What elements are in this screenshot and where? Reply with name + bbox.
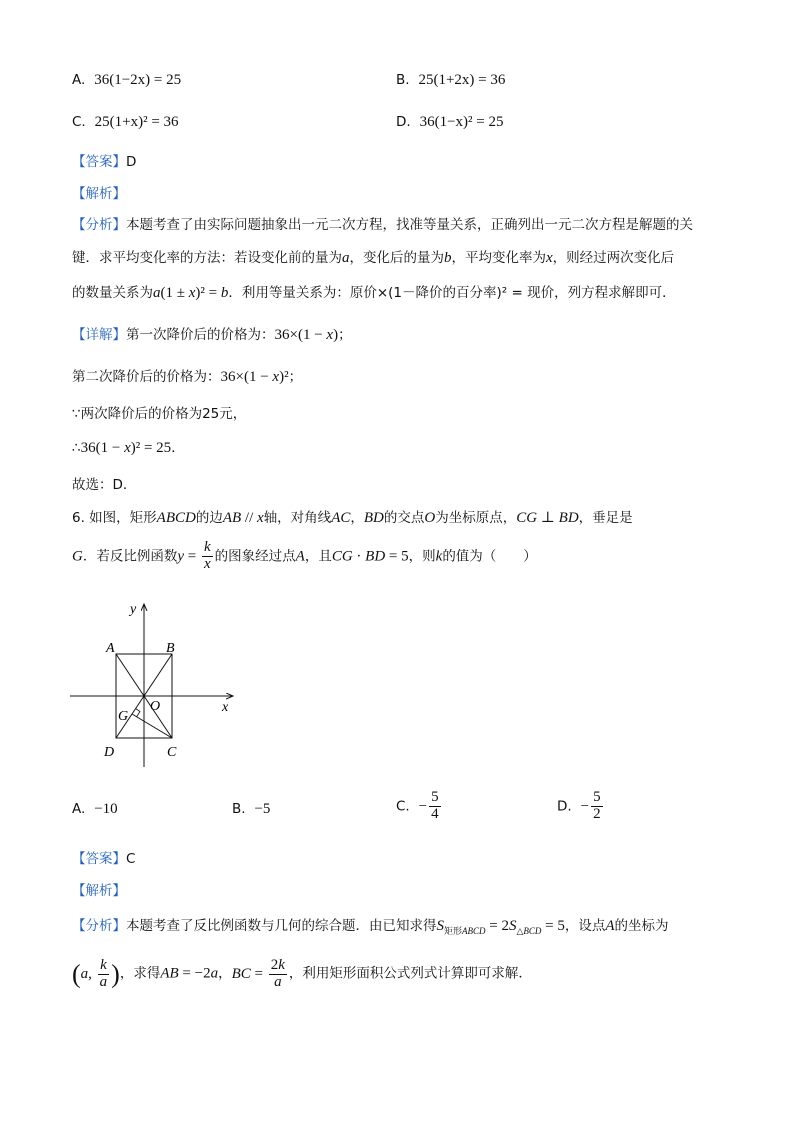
label-o: O	[150, 699, 161, 714]
q5-answer: 【答案】D	[72, 154, 137, 170]
q5-analysis-tag: 【解析】	[72, 186, 126, 202]
q5-detail-line3: ∵两次降价后的价格为25元，	[72, 406, 247, 422]
q5-detail-line4: ∴36(1 − x)² = 25．	[72, 440, 185, 456]
q5-detail-line2: 第二次降价后的价格为：36×(1 − x)²；	[72, 369, 303, 385]
q6-answer: 【答案】C	[72, 851, 136, 867]
q6-fenxi-line1: 【分析】本题考查了反比例函数与几何的综合题．由已知求得$S_{矩形ABCD} = 2S_{\triangle BCD} = 5$，设点A的坐标为	[72, 918, 669, 936]
label-a: A	[106, 641, 115, 656]
label-y: y	[130, 602, 137, 617]
q5-detail-line5: 故选：D．	[72, 477, 137, 493]
q5-option-d: D. 36(1−x)² = 25	[396, 114, 504, 130]
q5-detail-line1: 【详解】第一次降价后的价格为：36×(1 − x)；	[72, 327, 352, 343]
q6-option-b: B. −5	[232, 801, 271, 817]
q5-fenxi-line3: 的数量关系为a(1 ± x)² = b．利用等量关系为：原价×(1－降价的百分率)² = 现价，列方程求解即可．	[72, 285, 676, 301]
q6-analysis-tag: 【解析】	[72, 883, 126, 899]
rectangle-coordinate-figure	[60, 595, 250, 775]
q6-fenxi-line2: (a, $\frac{k}{a}$ )，求得AB = −2a，BC = $\frac{2k}{a}$ ，利用矩形面积公式列式计算即可求解．	[72, 957, 532, 990]
q6-option-d: D. − $\frac{5}{2}$	[557, 789, 601, 822]
right-angle-mark	[136, 709, 141, 718]
label-d: D	[104, 745, 115, 760]
q5-fenxi-line1: 【分析】本题考查了由实际问题抽象出一元二次方程，找准等量关系，正确列出一元二次方程是解题的关	[72, 217, 693, 233]
q5-option-a: A. 36(1−2x) = 25	[72, 72, 182, 88]
label-g: G	[118, 709, 129, 724]
label-x: x	[222, 700, 229, 715]
q5-option-c: C. 25(1+x)² = 36	[72, 114, 179, 130]
q6-option-a: A. −10	[72, 801, 118, 817]
q6-stem-line1: 6. 如图，矩形ABCD的边AB // x轴，对角线AC，BD的交点O为坐标原点，CG ⊥ BD，垂足是	[72, 510, 633, 526]
label-c: C	[167, 745, 177, 760]
segment-cg	[132, 714, 172, 738]
q6-stem-line2: G．若反比例函数y = $\frac{k}{x}$ 的图象经过点A，且CG · BD = 5，则k的值为（ ）	[72, 539, 537, 572]
q5-option-b: B. 25(1+2x) = 36	[396, 72, 506, 88]
q6-option-c: C. − $\frac{5}{4}$	[396, 789, 439, 822]
q5-fenxi-line2: 键．求平均变化率的方法：若设变化前的量为a，变化后的量为b，平均变化率为x，则经过两次变化后	[72, 250, 675, 266]
label-b: B	[166, 641, 175, 656]
